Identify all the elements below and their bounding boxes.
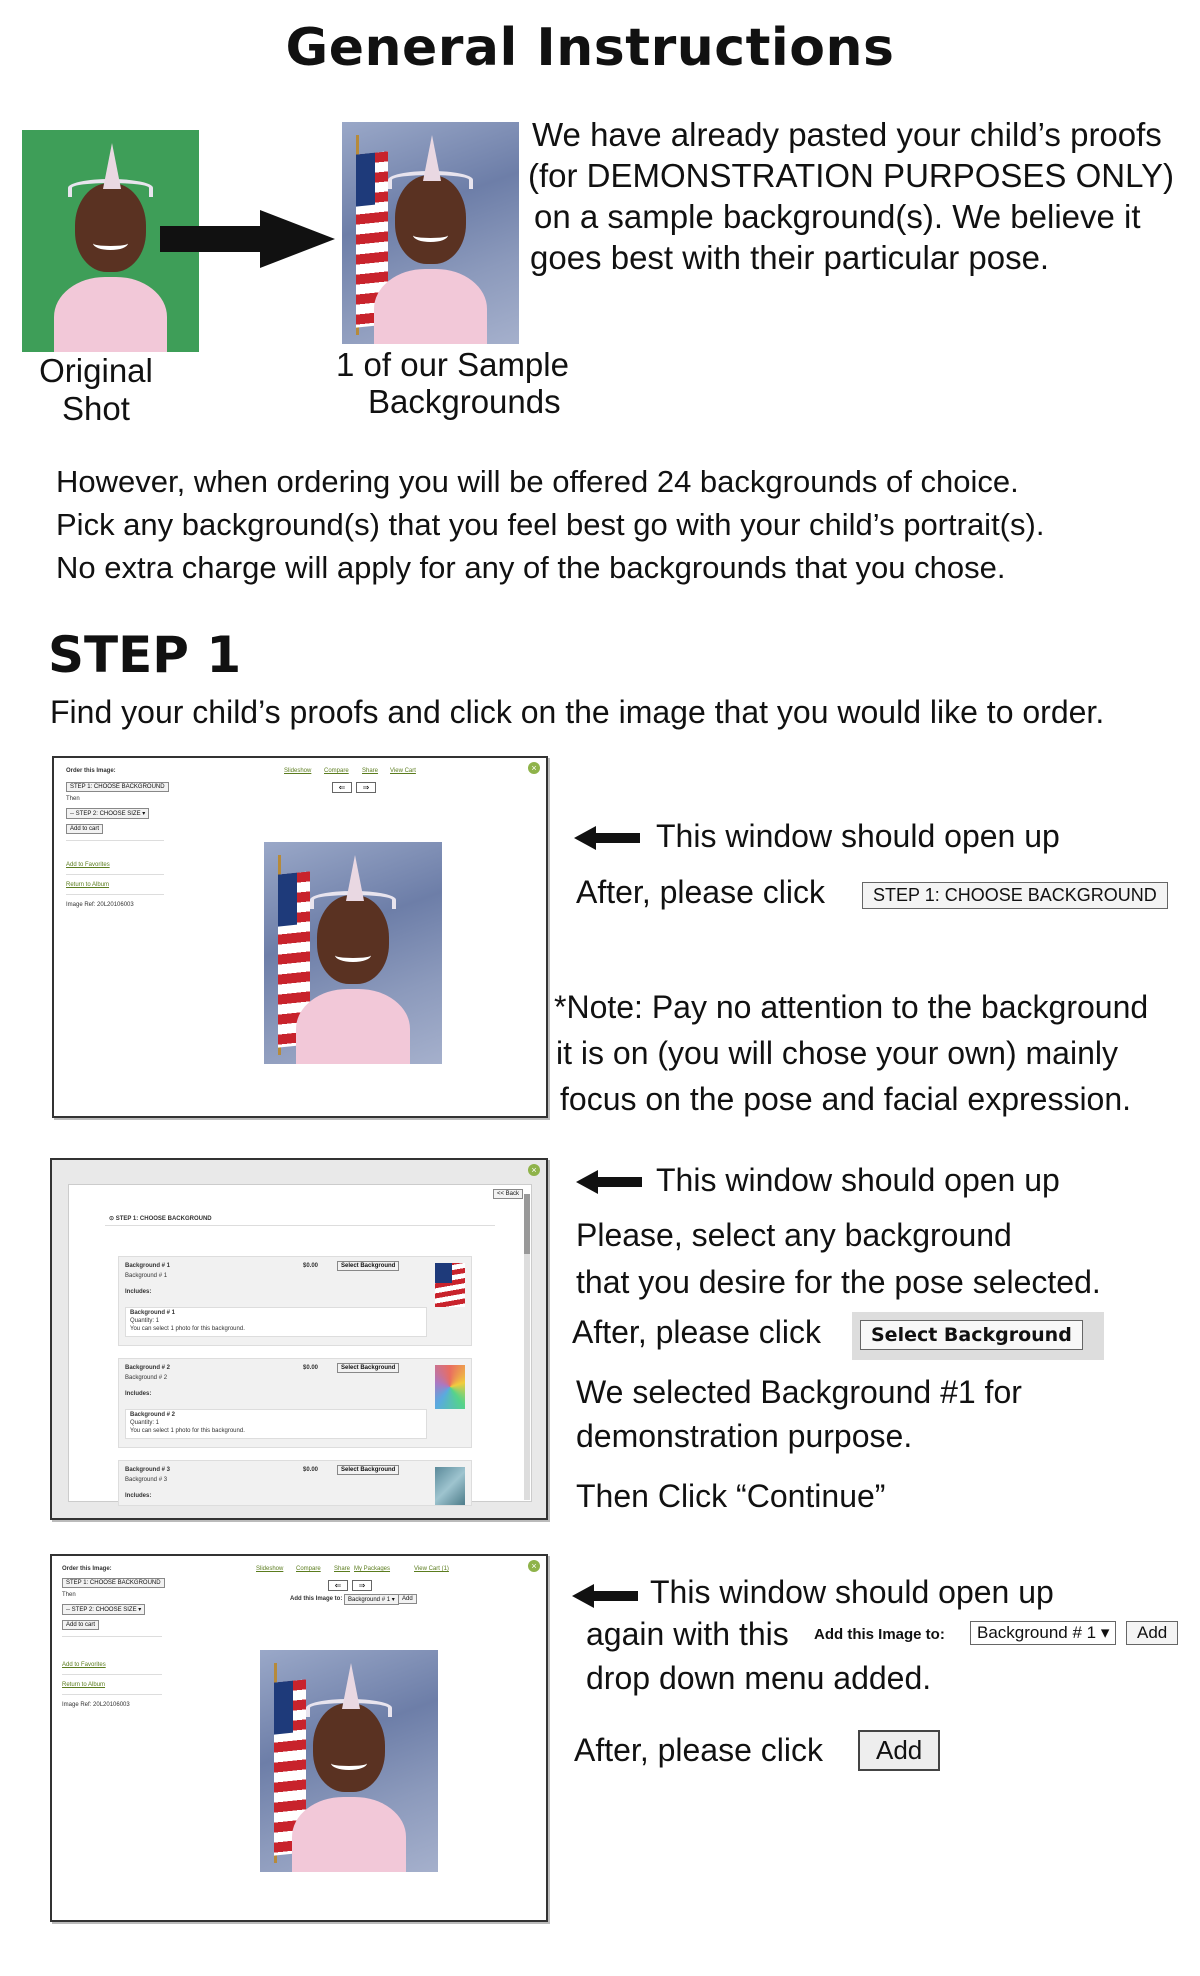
add-button-example: Add bbox=[1126, 1621, 1178, 1645]
select-background-example bbox=[852, 1312, 1104, 1360]
choose-background-button[interactable]: STEP 1: CHOOSE BACKGROUND bbox=[66, 782, 169, 792]
prev-arrow-icon[interactable]: ⇐ bbox=[332, 782, 352, 793]
background-dropdown: Background # 1 ▾ bbox=[970, 1621, 1116, 1645]
panel1-window-msg: This window should open up bbox=[656, 818, 1060, 854]
however-paragraph: However, when ordering you will be offered 24 backgrounds of choice. Pick any background(s) that you feel best go with your child’s portrait(s). No extra charge will apply for any of the backgrounds that you chose. bbox=[56, 464, 1045, 585]
panel3-menu-added: drop down menu added. bbox=[586, 1660, 932, 1696]
background-price: $0.00 bbox=[303, 1263, 319, 1269]
panel1-note: *Note: Pay no attention to the background it is on (you will chose your own) mainly focus on the pose and facial expression. bbox=[554, 989, 1149, 1117]
sample-background-photo bbox=[342, 122, 519, 344]
order-window-screenshot bbox=[52, 756, 548, 1118]
includes-label: Includes: bbox=[125, 1391, 152, 1397]
close-icon[interactable]: × bbox=[528, 762, 540, 774]
nav-compare[interactable]: Compare bbox=[296, 1566, 321, 1572]
background-price: $0.00 bbox=[303, 1365, 319, 1371]
nav-compare[interactable]: Compare bbox=[324, 768, 349, 774]
background-card-1 bbox=[118, 1256, 472, 1346]
sample-caption: 1 of our Sample Backgrounds bbox=[336, 346, 569, 420]
order-label: Order this Image: bbox=[66, 768, 116, 774]
scrollbar[interactable] bbox=[524, 1194, 530, 1500]
intro-text: We have already pasted your child’s proofs (for DEMONSTRATION PURPOSES ONLY) on a sample background(s). We believe it goes best with their particular pose. bbox=[528, 116, 1175, 276]
page-title: General Instructions bbox=[285, 18, 895, 78]
next-arrow-icon[interactable]: ⇒ bbox=[356, 782, 376, 793]
nav-view-cart[interactable]: View Cart bbox=[390, 768, 416, 774]
proof-photo[interactable] bbox=[264, 842, 442, 1064]
include-note: You can select 1 photo for this background. bbox=[130, 1326, 245, 1332]
order-label: Order this Image: bbox=[62, 1566, 112, 1572]
right-arrow-icon bbox=[160, 210, 335, 268]
background-name: Background # 3 bbox=[125, 1467, 171, 1473]
select-background-button[interactable]: Select Background bbox=[337, 1465, 399, 1475]
panel3-window-msg: This window should open up bbox=[650, 1574, 1054, 1610]
then-label: Then bbox=[66, 796, 80, 802]
background-sub: Background # 2 bbox=[125, 1375, 168, 1381]
panel1-after-click: After, please click bbox=[576, 874, 825, 910]
left-arrow-icon bbox=[572, 1584, 638, 1608]
close-icon[interactable]: × bbox=[528, 1560, 540, 1572]
image-ref: Image Ref: 20L20106003 bbox=[66, 902, 134, 908]
background-thumbnail[interactable] bbox=[435, 1263, 465, 1307]
order-window-updated-screenshot bbox=[50, 1554, 548, 1922]
nav-my-packages[interactable]: My Packages bbox=[354, 1566, 391, 1572]
nav-slideshow[interactable]: Slideshow bbox=[256, 1566, 284, 1572]
then-label: Then bbox=[62, 1592, 76, 1598]
choose-background-example-button: STEP 1: CHOOSE BACKGROUND bbox=[862, 882, 1168, 909]
proof-photo[interactable] bbox=[260, 1650, 438, 1872]
include-name: Background # 1 bbox=[130, 1310, 176, 1316]
nav-view-cart[interactable]: View Cart (1) bbox=[414, 1566, 449, 1572]
background-price: $0.00 bbox=[303, 1467, 319, 1473]
back-button[interactable]: << Back bbox=[493, 1189, 523, 1199]
nav-share[interactable]: Share bbox=[334, 1566, 351, 1572]
choose-background-header: ⊙ STEP 1: CHOOSE BACKGROUND bbox=[109, 1216, 212, 1222]
select-background-button[interactable]: Select Background bbox=[337, 1363, 399, 1373]
step-instruction: Find your child’s proofs and click on the image that you would like to order. bbox=[50, 694, 1105, 730]
select-background-example-button: Select Background bbox=[860, 1320, 1083, 1350]
choose-background-button[interactable]: STEP 1: CHOOSE BACKGROUND bbox=[62, 1578, 165, 1588]
include-quantity: Quantity: 1 bbox=[130, 1420, 160, 1426]
background-thumbnail[interactable] bbox=[435, 1365, 465, 1409]
add-image-label-small: Add this Image to: bbox=[290, 1596, 343, 1602]
add-to-cart-button[interactable]: Add to cart bbox=[62, 1620, 99, 1630]
step-title: STEP 1 bbox=[48, 626, 242, 684]
background-sub: Background # 3 bbox=[125, 1477, 168, 1483]
panel2-select-text: Please, select any background that you desire for the pose selected. bbox=[576, 1217, 1101, 1300]
includes-label: Includes: bbox=[125, 1289, 152, 1295]
background-card-2 bbox=[118, 1358, 472, 1448]
background-window-screenshot bbox=[50, 1158, 548, 1520]
background-thumbnail[interactable] bbox=[435, 1467, 465, 1505]
return-album-link[interactable]: Return to Album bbox=[62, 1682, 106, 1688]
include-quantity: Quantity: 1 bbox=[130, 1318, 160, 1324]
includes-label: Includes: bbox=[125, 1493, 152, 1499]
next-arrow-icon[interactable]: ⇒ bbox=[352, 1580, 372, 1591]
nav-slideshow[interactable]: Slideshow bbox=[284, 768, 312, 774]
add-button-small[interactable]: Add bbox=[398, 1594, 417, 1604]
background-name: Background # 2 bbox=[125, 1365, 171, 1371]
panel3-after-click: After, please click bbox=[574, 1732, 823, 1768]
left-arrow-icon bbox=[574, 826, 640, 850]
prev-arrow-icon[interactable]: ⇐ bbox=[328, 1580, 348, 1591]
include-note: You can select 1 photo for this background. bbox=[130, 1428, 245, 1434]
panel2-after-click: After, please click bbox=[572, 1314, 821, 1350]
image-ref: Image Ref: 20L20106003 bbox=[62, 1702, 130, 1708]
add-favorites-link[interactable]: Add to Favorites bbox=[66, 862, 110, 868]
close-icon[interactable]: × bbox=[528, 1164, 540, 1176]
background-sub: Background # 1 bbox=[125, 1273, 168, 1279]
add-to-cart-button[interactable]: Add to cart bbox=[66, 824, 103, 834]
include-name: Background # 2 bbox=[130, 1412, 176, 1418]
add-image-label: Add this Image to: bbox=[814, 1626, 945, 1643]
add-favorites-link[interactable]: Add to Favorites bbox=[62, 1662, 106, 1668]
info-icon: ⊙ bbox=[109, 1216, 115, 1222]
background-name: Background # 1 bbox=[125, 1263, 171, 1269]
panel2-window-msg: This window should open up bbox=[656, 1162, 1060, 1198]
select-background-button[interactable]: Select Background bbox=[337, 1261, 399, 1271]
background-card-3 bbox=[118, 1460, 472, 1506]
panel2-continue-text: Then Click “Continue” bbox=[576, 1478, 886, 1514]
choose-size-select[interactable]: -- STEP 2: CHOOSE SIZE ▾ bbox=[66, 808, 149, 819]
final-add-button: Add bbox=[858, 1730, 940, 1771]
return-album-link[interactable]: Return to Album bbox=[66, 882, 110, 888]
panel2-selected-text: We selected Background #1 for demonstration purpose. bbox=[576, 1374, 1022, 1454]
background-dropdown-small[interactable]: Background # 1 ▾ bbox=[344, 1594, 399, 1605]
nav-share[interactable]: Share bbox=[362, 768, 379, 774]
left-arrow-icon bbox=[576, 1170, 642, 1194]
original-caption: Original Shot bbox=[39, 352, 153, 427]
panel3-again-prefix: again with this bbox=[586, 1616, 789, 1652]
choose-size-select[interactable]: -- STEP 2: CHOOSE SIZE ▾ bbox=[62, 1604, 145, 1615]
